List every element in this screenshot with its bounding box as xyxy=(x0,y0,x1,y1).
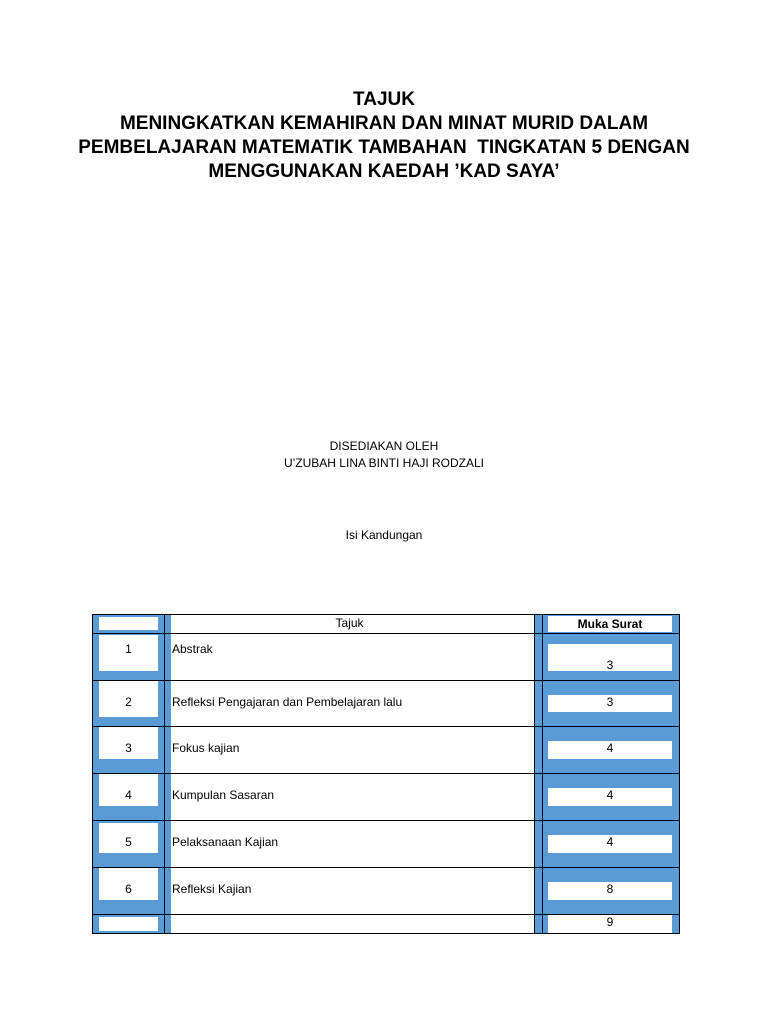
toc-row-number: 6 xyxy=(99,868,158,900)
toc-gap-cell xyxy=(535,821,543,867)
toc-header-num-cell xyxy=(93,615,165,633)
author-block xyxy=(0,438,768,472)
toc-gap-cell xyxy=(535,915,543,933)
toc-page-cell xyxy=(543,821,679,867)
toc-gap-cell xyxy=(535,727,543,773)
toc-row-number xyxy=(99,917,158,931)
title-line-2: PEMBELAJARAN MATEMATIK TAMBAHAN TINGKATAN 5 DENGAN xyxy=(78,137,690,158)
toc-row-title: Fokus kajian xyxy=(172,741,240,755)
toc-page-cell xyxy=(543,868,679,914)
cell-accent xyxy=(165,681,171,726)
toc-title-cell xyxy=(165,868,535,914)
document-title xyxy=(0,88,768,184)
toc-row xyxy=(93,915,679,933)
toc-row xyxy=(93,727,679,774)
toc-row xyxy=(93,681,679,727)
toc-num-cell xyxy=(93,774,165,820)
toc-header-title: Tajuk xyxy=(335,616,364,630)
toc-num-cell xyxy=(93,915,165,933)
cell-accent xyxy=(165,727,171,773)
toc-heading: Isi Kandungan xyxy=(345,528,423,542)
toc-page-cell xyxy=(543,681,679,726)
toc-title-cell xyxy=(165,681,535,726)
toc-num-cell xyxy=(93,868,165,914)
toc-page-cell xyxy=(543,915,679,933)
toc-row xyxy=(93,868,679,915)
toc-title-cell xyxy=(165,821,535,867)
toc-gap-cell xyxy=(535,681,543,726)
toc-num-cell xyxy=(93,681,165,726)
toc-header-page-cell xyxy=(543,615,679,633)
toc-header-page: Muka Surat xyxy=(548,616,672,632)
toc-row-page: 4 xyxy=(548,835,672,853)
cell-accent xyxy=(165,821,171,867)
toc-row-page: 4 xyxy=(548,741,672,759)
toc-title-cell xyxy=(165,634,535,680)
table-of-contents xyxy=(92,614,680,934)
toc-num-cell xyxy=(93,634,165,680)
toc-header-row xyxy=(93,615,679,634)
toc-gap-cell xyxy=(535,615,543,633)
toc-title-cell xyxy=(165,915,535,933)
cell-accent xyxy=(165,868,171,914)
prepared-by-label: DISEDIAKAN OLEH xyxy=(329,439,439,453)
toc-row-title: Pelaksanaan Kajian xyxy=(172,835,279,849)
toc-gap-cell xyxy=(535,868,543,914)
toc-row xyxy=(93,821,679,868)
toc-row-page: 3 xyxy=(548,695,672,712)
toc-row-number: 2 xyxy=(99,681,158,717)
toc-row-page: 8 xyxy=(548,882,672,900)
cell-accent xyxy=(165,915,171,933)
toc-num-cell xyxy=(93,727,165,773)
toc-row-number: 4 xyxy=(99,774,158,806)
toc-row xyxy=(93,634,679,681)
toc-header-num-box xyxy=(99,617,158,630)
toc-row-page: 3 xyxy=(548,644,672,671)
title-label: TAJUK xyxy=(353,89,415,110)
toc-num-cell xyxy=(93,821,165,867)
toc-row-page: 9 xyxy=(548,915,672,933)
cell-accent xyxy=(165,774,171,820)
toc-title-cell xyxy=(165,774,535,820)
title-line-3: MENGGUNAKAN KAEDAH ’KAD SAYA’ xyxy=(208,161,560,182)
author-name: U’ZUBAH LINA BINTI HAJI RODZALI xyxy=(283,456,485,470)
toc-gap-cell xyxy=(535,634,543,680)
toc-row-title: Refleksi Kajian xyxy=(172,882,252,896)
toc-header-title-cell xyxy=(165,615,535,633)
toc-row-title: Kumpulan Sasaran xyxy=(172,788,275,802)
toc-page-cell xyxy=(543,774,679,820)
toc-row-number: 5 xyxy=(99,823,158,853)
toc-row-page: 4 xyxy=(548,788,672,806)
toc-row-number: 1 xyxy=(99,635,158,671)
toc-page-cell xyxy=(543,634,679,680)
toc-row xyxy=(93,774,679,821)
toc-row-number: 3 xyxy=(99,727,158,759)
toc-gap-cell xyxy=(535,774,543,820)
toc-page-cell xyxy=(543,727,679,773)
toc-row-title: Abstrak xyxy=(172,642,213,656)
title-line-1: MENINGKATKAN KEMAHIRAN DAN MINAT MURID DALAM xyxy=(119,113,649,134)
cell-accent xyxy=(165,634,171,680)
toc-title-cell xyxy=(165,727,535,773)
toc-row-title: Refleksi Pengajaran dan Pembelajaran lalu xyxy=(172,695,403,709)
